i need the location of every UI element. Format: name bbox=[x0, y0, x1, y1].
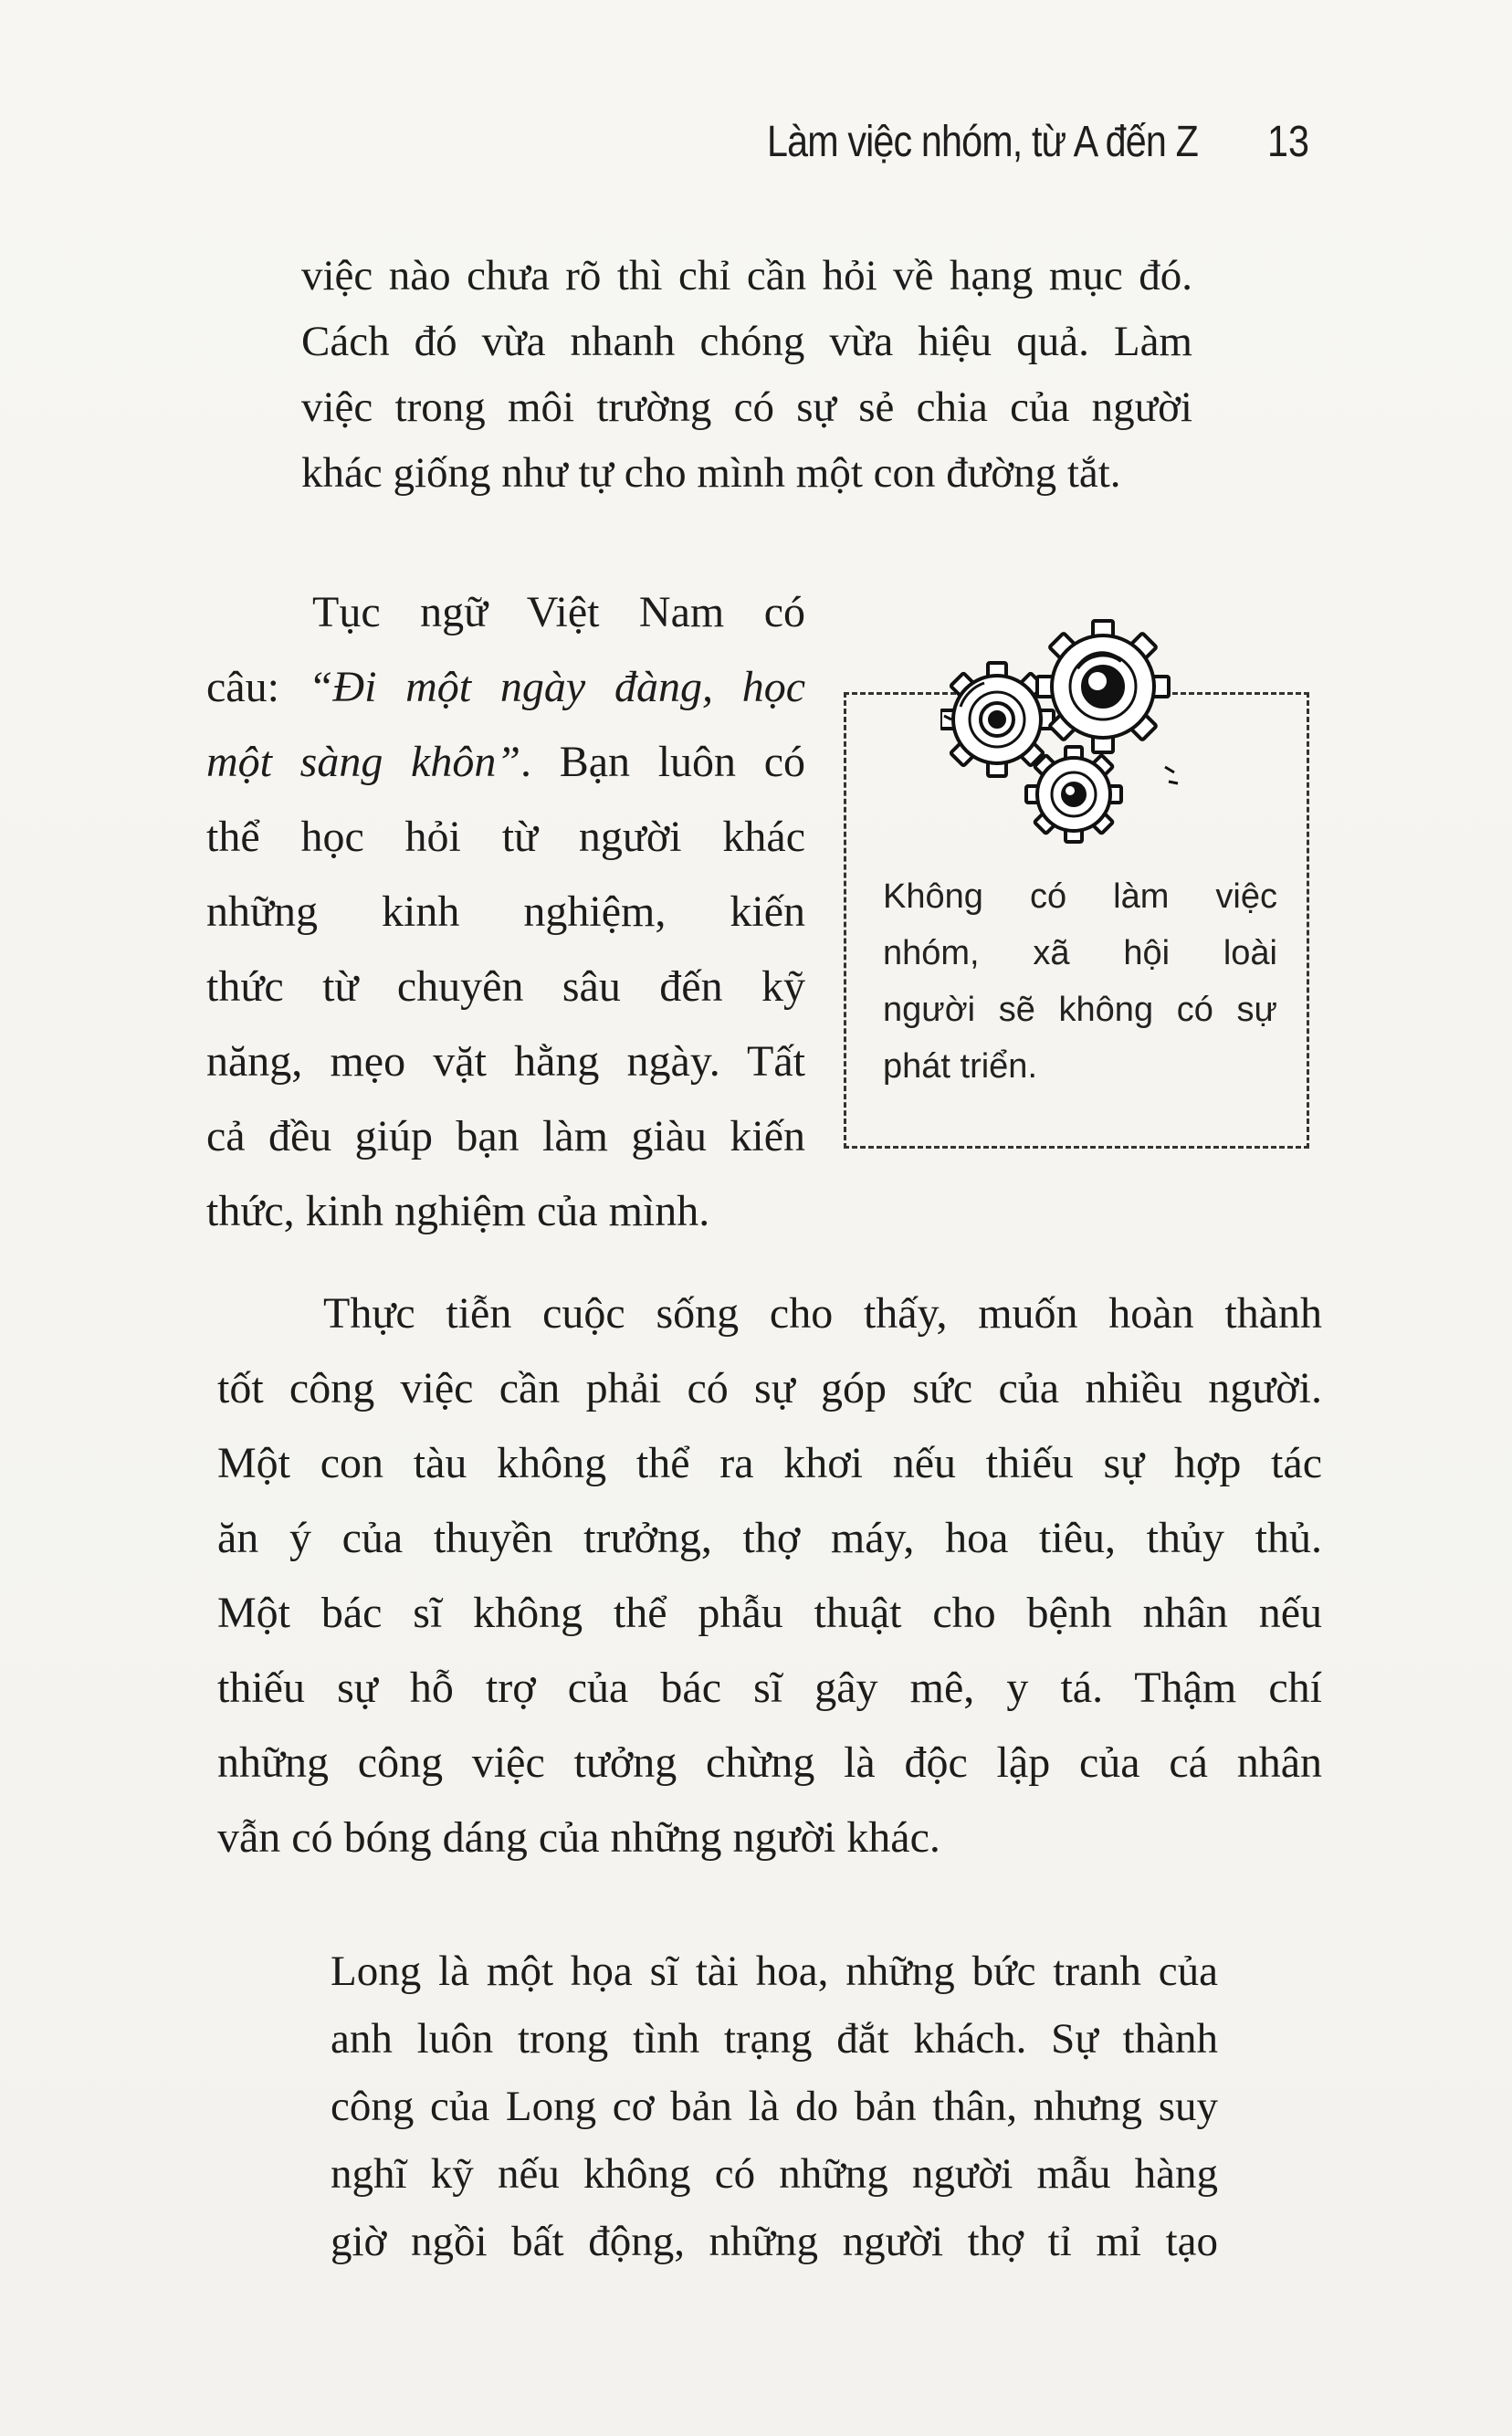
text-line: Tục ngữ Việt Nam có bbox=[312, 588, 805, 636]
text-line: Một bác sĩ không thể phẫu thuật cho bệnh nhân nếu bbox=[217, 1589, 1322, 1637]
gears-icon bbox=[940, 612, 1187, 849]
text-line: công của Long cơ bản là do bản thân, nhưng suy bbox=[331, 2083, 1218, 2130]
text-line: thức từ chuyên sâu đến kỹ bbox=[206, 962, 805, 1011]
chapter-title: Làm việc nhóm, từ A đến Z bbox=[767, 118, 1198, 166]
text-line: khác giống như tự cho mình một con đường tắt. bbox=[301, 449, 1121, 497]
text-line: anh luôn trong tình trạng đắt khách. Sự thành bbox=[331, 2015, 1218, 2063]
text-line: ăn ý của thuyền trưởng, thợ máy, hoa tiêu, thủy thủ. bbox=[217, 1514, 1322, 1562]
text-line: Một con tàu không thể ra khơi nếu thiếu sự hợp tác bbox=[217, 1439, 1322, 1487]
paragraph-proverb bbox=[206, 575, 805, 1249]
callout-line: người sẽ không có sự bbox=[883, 991, 1277, 1029]
callout-line: phát triển. bbox=[883, 1047, 1037, 1086]
callout-text bbox=[883, 868, 1277, 1095]
paragraph-sharing bbox=[301, 243, 1192, 506]
text-fragment: câu: bbox=[206, 663, 309, 711]
text-line: giờ ngồi bất động, những người thợ tỉ mỉ tạo bbox=[331, 2218, 1218, 2265]
text-line: năng, mẹo vặt hằng ngày. Tất bbox=[206, 1037, 805, 1086]
callout-line: Không có làm việc bbox=[883, 877, 1277, 916]
paragraph-teamwork-examples bbox=[217, 1276, 1322, 1875]
text-line: cả đều giúp bạn làm giàu kiến bbox=[206, 1112, 805, 1160]
text-line: những kinh nghiệm, kiến bbox=[206, 887, 805, 936]
running-header bbox=[767, 117, 1315, 181]
text-line: việc nào chưa rõ thì chỉ cần hỏi về hạng mục đó. bbox=[301, 252, 1192, 299]
text-line: nghĩ kỹ nếu không có những người mẫu hàng bbox=[331, 2150, 1218, 2198]
page-number: 13 bbox=[1267, 118, 1309, 166]
text-fragment: . Bạn luôn có bbox=[520, 738, 805, 786]
text-line: thiếu sự hỗ trợ của bác sĩ gây mê, y tá. Thậm chí bbox=[217, 1664, 1322, 1712]
text-line: vẫn có bóng dáng của những người khác. bbox=[217, 1813, 940, 1862]
text-line: tốt công việc cần phải có sự góp sức của nhiều người. bbox=[217, 1364, 1322, 1412]
proverb-quote: “Đi một ngày đàng, học bbox=[308, 663, 805, 711]
proverb-quote: một sàng khôn” bbox=[206, 738, 521, 786]
text-line: thức, kinh nghiệm của mình. bbox=[206, 1187, 710, 1235]
text-line: Thực tiễn cuộc sống cho thấy, muốn hoàn thành bbox=[323, 1289, 1322, 1338]
text-line bbox=[206, 650, 805, 725]
text-line: thể học hỏi từ người khác bbox=[206, 813, 805, 861]
text-line: những công việc tưởng chừng là độc lập của cá nhân bbox=[217, 1738, 1322, 1787]
text-line: Cách đó vừa nhanh chóng vừa hiệu quả. Làm bbox=[301, 318, 1192, 365]
paragraph-story-long bbox=[331, 1937, 1218, 2275]
text-line: Long là một họa sĩ tài hoa, những bức tranh của bbox=[331, 1948, 1218, 1995]
text-line bbox=[206, 725, 805, 800]
text-line: việc trong môi trường có sự sẻ chia của người bbox=[301, 383, 1192, 431]
callout-line: nhóm, xã hội loài bbox=[883, 934, 1277, 972]
